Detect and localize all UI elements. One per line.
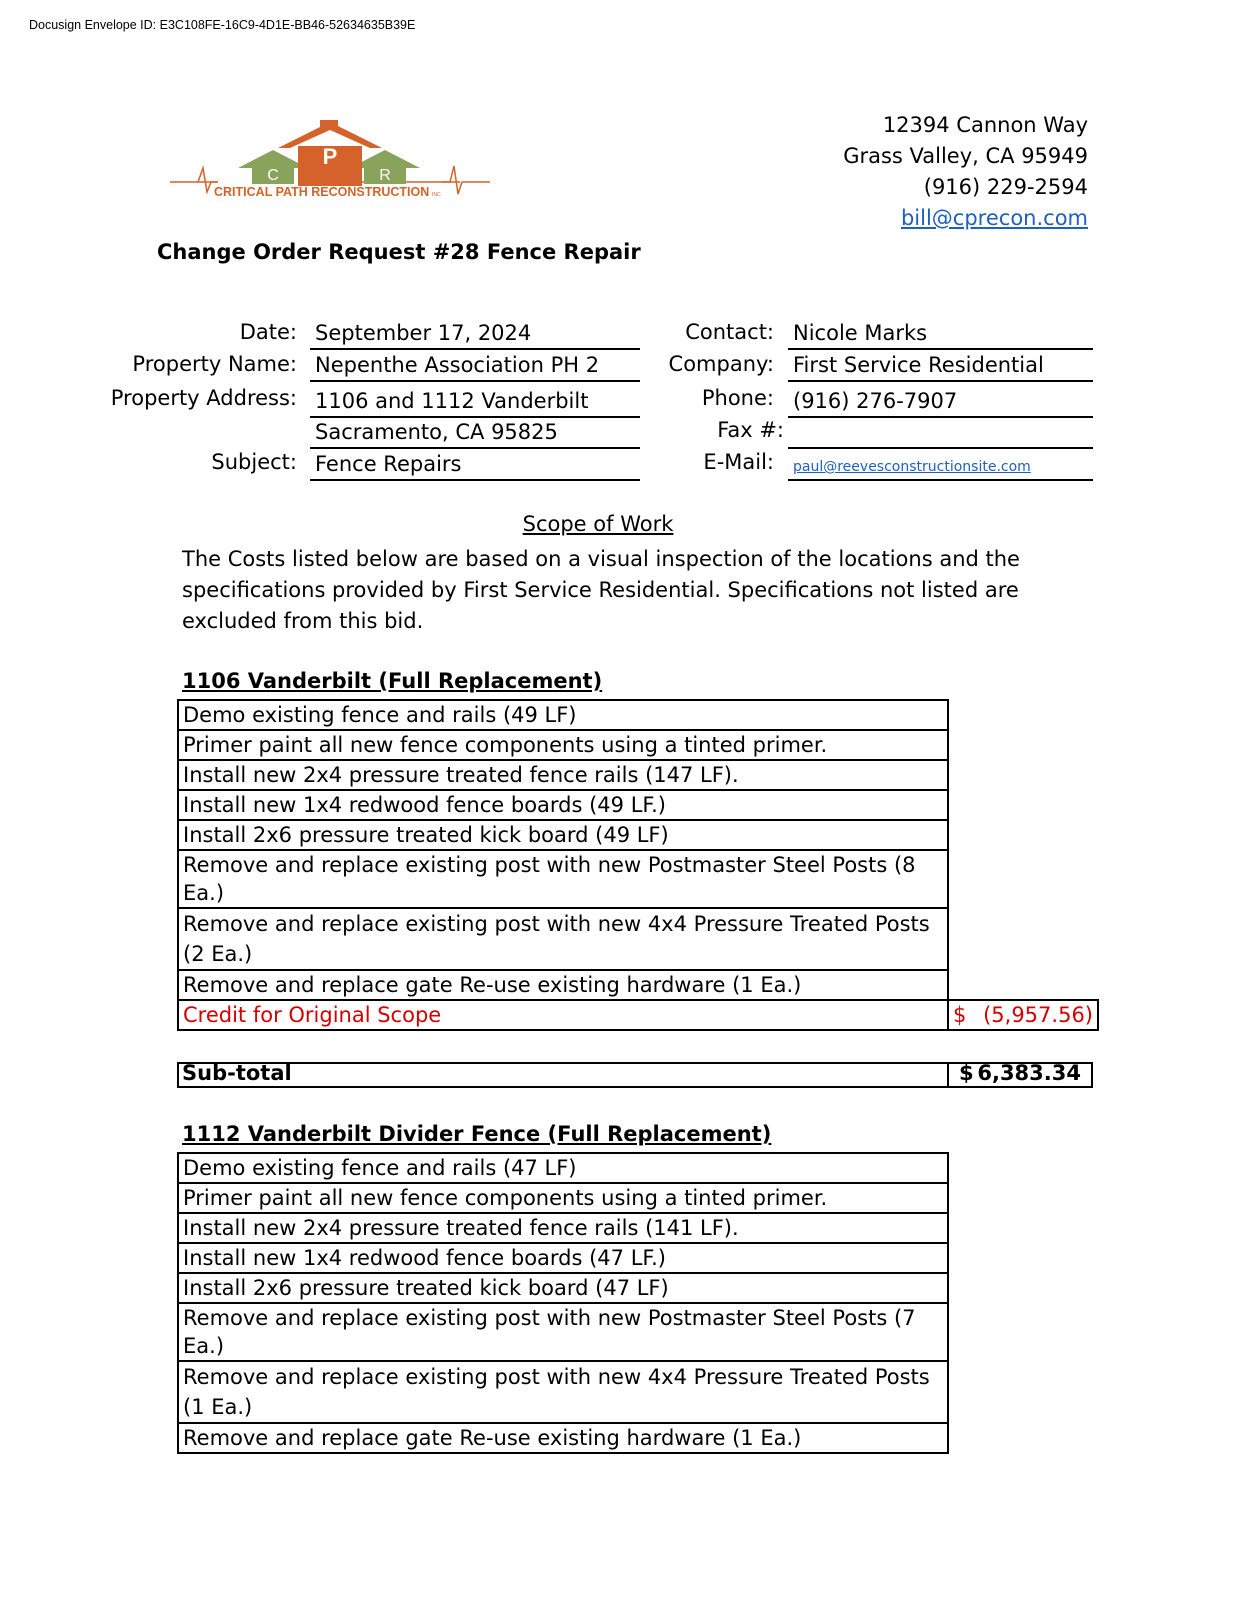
line-item: Demo existing fence and rails (47 LF) [178, 1153, 948, 1183]
logo-letter-r: R [379, 167, 391, 184]
company-logo [170, 118, 490, 210]
subject-label: Subject: [211, 450, 297, 474]
scope-of-work-text: The Costs listed below are based on a visual inspection of the locations and the specifications provided by First Service Residential. Specifications not listed are excluded from this bid. [182, 547, 1020, 633]
contact-label: Contact: [685, 320, 774, 344]
table-row [178, 1273, 1090, 1303]
line-item: Demo existing fence and rails (49 LF) [178, 700, 948, 730]
property-address-label: Property Address: [110, 386, 297, 410]
date-value: September 17, 2024 [310, 320, 640, 350]
section2-table [177, 1152, 1091, 1454]
email-label: E-Mail: [703, 450, 774, 474]
docusign-envelope-id: Docusign Envelope ID: E3C108FE-16C9-4D1E-BB46-52634635B39E [29, 18, 416, 32]
logo-letter-c: C [267, 167, 279, 184]
subtotal-row [177, 1062, 1093, 1088]
fax-label: Fax #: [717, 418, 784, 442]
section1-table [177, 699, 1099, 1031]
table-row [178, 730, 1098, 760]
table-row [178, 970, 1098, 1000]
subtotal-value: 6,383.34 [977, 1061, 1081, 1085]
table-row [178, 760, 1098, 790]
contact-value: Nicole Marks [788, 320, 1093, 350]
line-item: Install 2x6 pressure treated kick board (49 LF) [178, 820, 948, 850]
table-row [178, 1213, 1090, 1243]
table-row [178, 1243, 1090, 1273]
table-row [178, 1361, 1090, 1423]
table-row [178, 1423, 1090, 1453]
line-item: Install new 1x4 redwood fence boards (49 LF.) [178, 790, 948, 820]
address-street: 12394 Cannon Way [882, 113, 1088, 137]
scope-of-work-title: Scope of Work [522, 512, 674, 536]
line-item: Install new 1x4 redwood fence boards (47 LF.) [178, 1243, 948, 1273]
logo-letter-p: P [322, 144, 338, 169]
section1-title: 1106 Vanderbilt (Full Replacement) [182, 669, 603, 693]
document-title: Change Order Request #28 Fence Repair [157, 240, 641, 264]
table-row [178, 1153, 1090, 1183]
property-address-line2: Sacramento, CA 95825 [310, 419, 640, 449]
table-row [178, 1183, 1090, 1213]
table-row [178, 700, 1098, 730]
line-item: Remove and replace existing post with new 4x4 Pressure Treated Posts (1 Ea.) [178, 1361, 948, 1423]
credit-value: (5,957.56) [983, 1003, 1093, 1027]
credit-label: Credit for Original Scope [178, 1000, 948, 1030]
line-item: Remove and replace existing post with new Postmaster Steel Posts (7 Ea.) [178, 1303, 948, 1361]
subject-value: Fence Repairs [310, 451, 640, 481]
phone-value: (916) 276-7907 [788, 388, 1093, 418]
property-address-line1: 1106 and 1112 Vanderbilt [310, 388, 640, 418]
line-item: Primer paint all new fence components using a tinted primer. [178, 730, 948, 760]
property-name-label: Property Name: [132, 352, 297, 376]
line-item: Install 2x6 pressure treated kick board (47 LF) [178, 1273, 948, 1303]
table-row [178, 908, 1098, 970]
company-label: Company: [668, 352, 774, 376]
table-row [178, 1303, 1090, 1361]
table-row [178, 850, 1098, 908]
company-value: First Service Residential [788, 352, 1093, 382]
line-item: Install new 2x4 pressure treated fence rails (147 LF). [178, 760, 948, 790]
line-item: Remove and replace existing post with new Postmaster Steel Posts (8 Ea.) [178, 850, 948, 908]
credit-currency: $ [953, 1003, 967, 1027]
logo-suffix: INC. [432, 192, 442, 198]
subtotal-currency: $ [959, 1061, 974, 1085]
credit-row [178, 1000, 1098, 1030]
property-name-value: Nepenthe Association PH 2 [310, 352, 640, 382]
address-email-link[interactable]: bill@cprecon.com [900, 206, 1088, 230]
address-phone: (916) 229-2594 [923, 175, 1088, 199]
line-item: Install new 2x4 pressure treated fence rails (141 LF). [178, 1213, 948, 1243]
fax-value [788, 419, 1093, 449]
line-item: Remove and replace existing post with new 4x4 Pressure Treated Posts (2 Ea.) [178, 908, 948, 970]
line-item: Remove and replace gate Re-use existing hardware (1 Ea.) [178, 1423, 948, 1453]
line-item: Primer paint all new fence components using a tinted primer. [178, 1183, 948, 1213]
section2-title: 1112 Vanderbilt Divider Fence (Full Replacement) [182, 1122, 772, 1146]
company-address [843, 110, 1088, 234]
line-item: Remove and replace gate Re-use existing hardware (1 Ea.) [178, 970, 948, 1000]
address-city: Grass Valley, CA 95949 [843, 144, 1088, 168]
subtotal-label: Sub-total [182, 1061, 292, 1085]
table-row [178, 820, 1098, 850]
credit-amount [948, 1000, 1098, 1030]
logo-name: CRITICAL PATH RECONSTRUCTION [214, 185, 430, 199]
phone-label: Phone: [701, 386, 774, 410]
date-label: Date: [239, 320, 297, 344]
email-value-link[interactable]: paul@reevesconstructionsite.com [788, 451, 1093, 481]
table-row [178, 790, 1098, 820]
